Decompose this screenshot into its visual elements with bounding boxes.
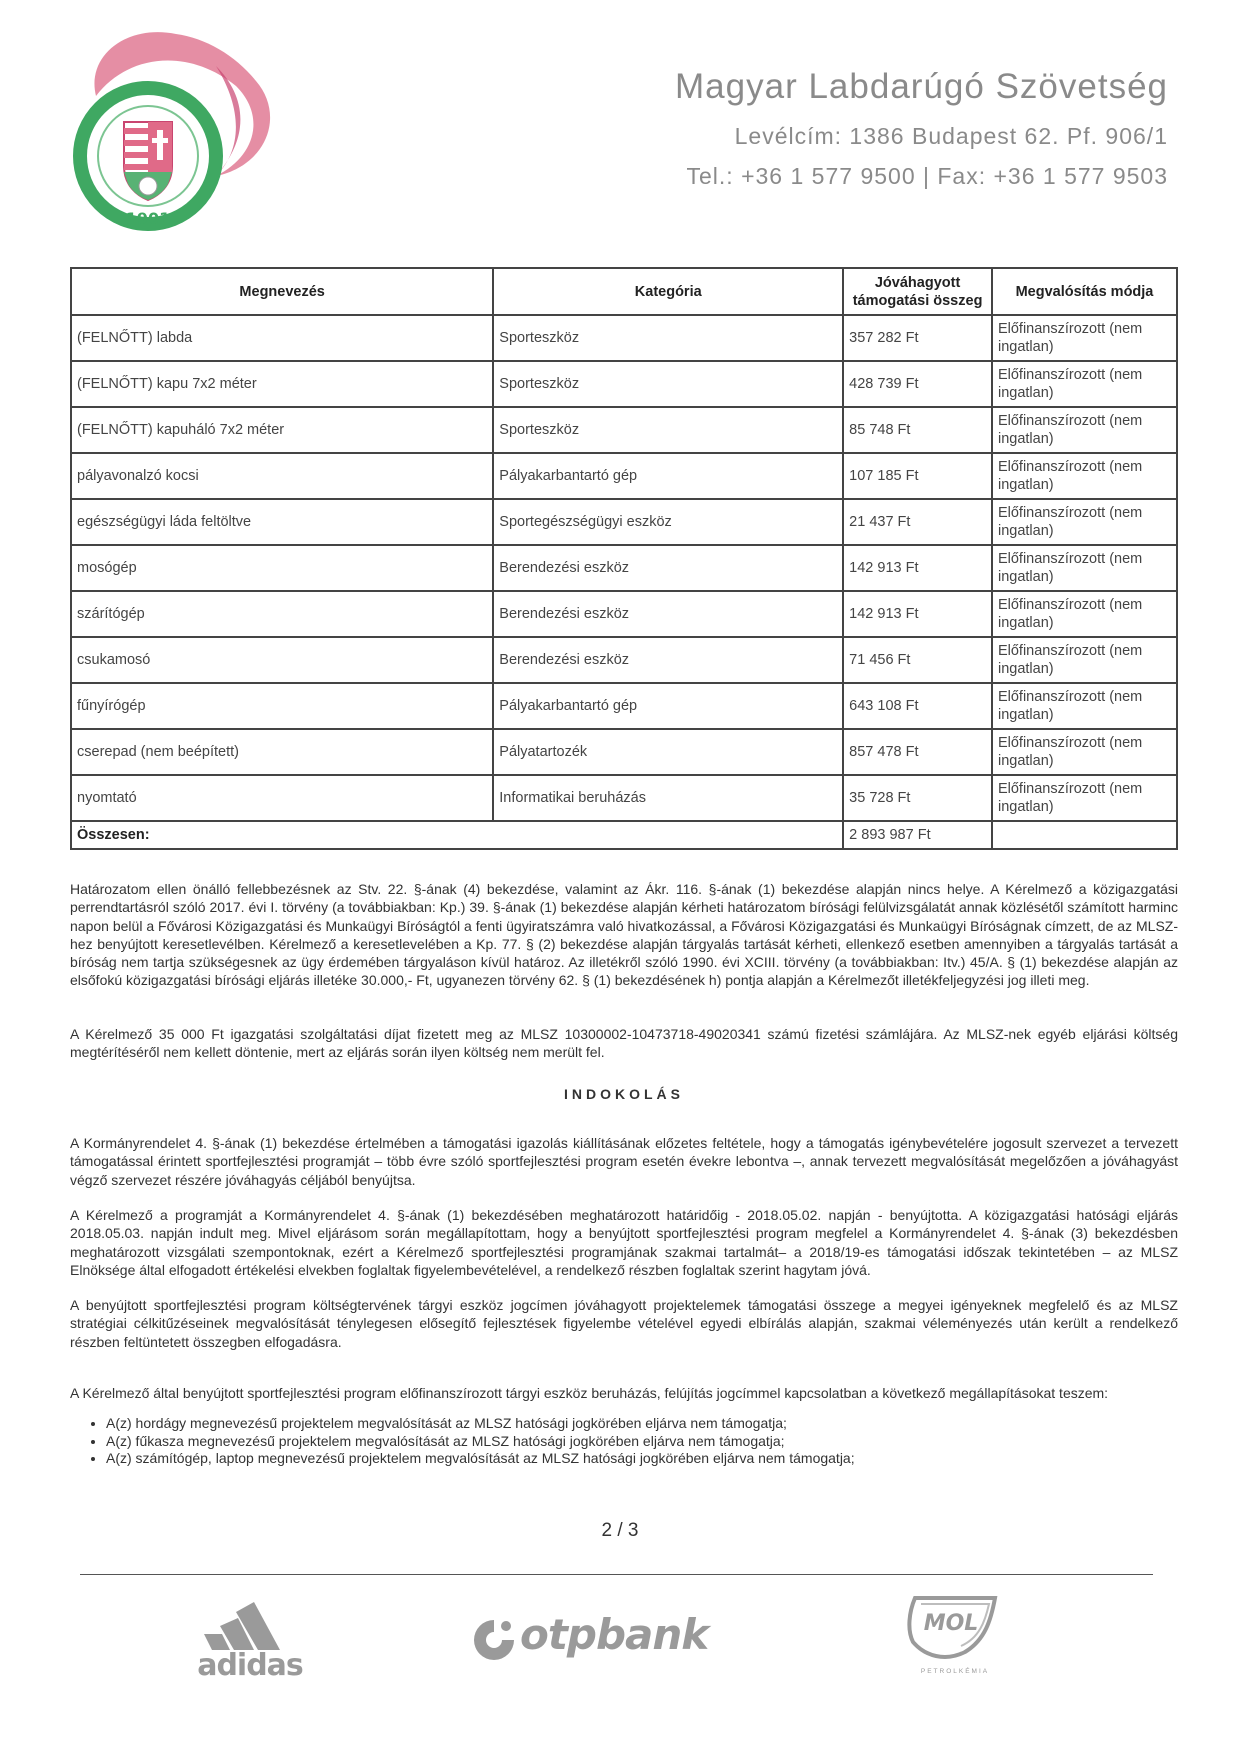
cell-category: Pályatartozék xyxy=(494,730,844,776)
cell-amount: 643 108 Ft xyxy=(844,684,993,730)
column-header-mode: Megvalósítás módja xyxy=(993,269,1176,316)
otpbank-wordmark: otpbank xyxy=(520,1610,709,1659)
cell-name: szárítógép xyxy=(72,592,494,638)
cell-category: Sportegészségügyi eszköz xyxy=(494,500,844,546)
cell-amount: 85 748 Ft xyxy=(844,408,993,454)
cell-category: Pályakarbantartó gép xyxy=(494,454,844,500)
appeal-paragraph: Határozatom ellen önálló fellebbezésnek az Stv. 22. §-ának (4) bekezdése, valamint az Ákr. 116. §-ának (1) bekezdése alapján nincs helye. A Kérelmező a közigazgatási perrendtartásról szóló 2017. évi I. törvény (a továbbiakban: Kp.) 39. §-ának (1) bekezdése alapján kérheti határozatom bírósági felülvizsgálatát annak közlésétől számított harminc napon belül a Fővárosi Közigazgatási és Munkaügyi Bíróságtól a fenti ügyiratszámra való hivatkozással, a Fővárosi Közigazgatási és Munkaügyi Bíróságnak címzett, de az MLSZ-hez benyújtott keresetlevélben. Kérelmező a keresetlevelében a Kp. 77. § (2) bekezdése alapján tárgyalás tartását kérheti, ellenkező esetben amennyiben a tárgyalás tartását a bíróság nem tartja szükségesnek az ügy érdemében tárgyaláson kívül határoz. Az illetékről szóló 1990. évi XCIII. törvény (a továbbiakban: Itv.) 45/A. § (1) bekezdése alapján az elsőfokú közigazgatási bírósági eljárás illetéke 30.000,- Ft, ugyanezen törvény 62. § (1) bekezdésének h) pontja alapján a Kérelmezőt illetékfeljegyzési jog illeti meg. xyxy=(70,881,1178,989)
adidas-logo xyxy=(190,1600,310,1683)
column-header-category: Kategória xyxy=(494,269,844,316)
table-row xyxy=(72,316,1176,362)
adidas-wordmark: adidas xyxy=(197,1648,303,1683)
table-row xyxy=(72,776,1176,822)
cell-amount: 428 739 Ft xyxy=(844,362,993,408)
findings-intro: A Kérelmező által benyújtott sportfejlesztési program előfinanszírozott tárgyi eszköz beruházás, felújítás jogcímmel kapcsolatban a következő megállapításokat teszem: xyxy=(70,1385,1109,1401)
adidas-stripes-icon xyxy=(190,1600,310,1650)
mol-emblem-icon xyxy=(895,1590,1015,1666)
findings-list xyxy=(88,1415,1186,1468)
cell-name: (FELNŐTT) kapuháló 7x2 méter xyxy=(72,408,494,454)
cell-mode: Előfinanszírozott (nem ingatlan) xyxy=(993,730,1176,776)
organization-phone-fax: Tel.: +36 1 577 9500 | Fax: +36 1 577 9503 xyxy=(686,163,1168,189)
cell-mode: Előfinanszírozott (nem ingatlan) xyxy=(993,592,1176,638)
cell-mode: Előfinanszírozott (nem ingatlan) xyxy=(993,408,1176,454)
otp-circle-icon xyxy=(470,1616,518,1664)
cell-mode: Előfinanszírozott (nem ingatlan) xyxy=(993,638,1176,684)
cell-name: mosógép xyxy=(72,546,494,592)
cell-name: csukamosó xyxy=(72,638,494,684)
cell-mode: Előfinanszírozott (nem ingatlan) xyxy=(993,362,1176,408)
table-row xyxy=(72,454,1176,500)
organization-header xyxy=(675,64,1168,196)
cell-category: Berendezési eszköz xyxy=(494,546,844,592)
table-body xyxy=(72,316,1176,822)
logo-year: 1901 xyxy=(125,209,171,228)
cell-amount: 21 437 Ft xyxy=(844,500,993,546)
fee-paragraph: A Kérelmező 35 000 Ft igazgatási szolgáltatási díjat fizetett meg az MLSZ 10300002-10473718-49020341 számú fizetési számlájára. Az MLSZ-nek egyéb eljárási költség megtérítéséről nem kellett döntenie, mert az eljárás során ilyen költség nem merült fel. xyxy=(70,1026,1178,1061)
table-row xyxy=(72,638,1176,684)
approved-items-table xyxy=(70,267,1178,850)
justification-paragraph-3: A benyújtott sportfejlesztési program költségtervének tárgyi eszköz jogcímen jóváhagyott projektelemek támogatási összege a megyei igényeknek megfelelő és az MLSZ stratégiai célkitűzéseinek megvalósítását ténylegesen elősegítő fejlesztések figyelembe vételével egyedi elbírálás alapján, szakmai véleményezés után került a rendelkező részben feltüntetett összegben elfogadásra. xyxy=(70,1297,1178,1350)
cell-mode: Előfinanszírozott (nem ingatlan) xyxy=(993,500,1176,546)
table-row xyxy=(72,408,1176,454)
table-total-row xyxy=(72,822,1176,848)
table-row xyxy=(72,592,1176,638)
organization-address: Levélcím: 1386 Budapest 62. Pf. 906/1 xyxy=(734,123,1168,149)
cell-name: (FELNŐTT) kapu 7x2 méter xyxy=(72,362,494,408)
justification-paragraph-2: A Kérelmező a programját a Kormányrendelet 4. §-ának (1) bekezdésében meghatározott határidőig - 2018.05.02. napján - benyújtotta. A közigazgatási hatósági eljárás 2018.05.03. napján indult meg. Mivel eljárásom során megállapítottam, hogy a benyújtott sportfejlesztési program megfelel a Kormányrendelet 4. §-ának (3) bekezdésben meghatározott vizsgálati szempontoknak, ezért a Kérelmező sportfejlesztési programjának szakmai tartalmát– a 2018/19-es támogatási időszak tekintetében – az MLSZ Elnöksége által elfogadott értékelési elvekben foglaltak figyelembevételével, a rendelkező részben foglaltak szerint hagytam jóvá. xyxy=(70,1207,1178,1278)
mol-subtitle: PETROLKÉMIA xyxy=(920,1668,990,1675)
table-row xyxy=(72,500,1176,546)
section-heading: INDOKOLÁS xyxy=(564,1086,684,1102)
cell-amount: 142 913 Ft xyxy=(844,592,993,638)
cell-amount: 357 282 Ft xyxy=(844,316,993,362)
cell-amount: 857 478 Ft xyxy=(844,730,993,776)
mol-wordmark: MOL xyxy=(923,1611,979,1636)
cell-name: fűnyírógép xyxy=(72,684,494,730)
cell-category: Sporteszköz xyxy=(494,362,844,408)
cell-mode: Előfinanszírozott (nem ingatlan) xyxy=(993,316,1176,362)
cell-amount: 142 913 Ft xyxy=(844,546,993,592)
footer-divider xyxy=(80,1574,1153,1575)
cell-mode: Előfinanszírozott (nem ingatlan) xyxy=(993,776,1176,822)
table-row xyxy=(72,546,1176,592)
column-header-name: Megnevezés xyxy=(72,269,494,316)
cell-name: cserepad (nem beépített) xyxy=(72,730,494,776)
cell-mode: Előfinanszírozott (nem ingatlan) xyxy=(993,684,1176,730)
cell-category: Informatikai beruházás xyxy=(494,776,844,822)
total-empty-cell xyxy=(993,822,1176,848)
list-item: • A(z) hordágy megnevezésű projektelem megvalósítását az MLSZ hatósági jogkörében eljárva nem támogatja; xyxy=(106,1415,1186,1433)
page-number: 2 / 3 xyxy=(601,1520,639,1541)
list-item: • A(z) számítógép, laptop megnevezésű projektelem megvalósítását az MLSZ hatósági jogkörében eljárva nem támogatja; xyxy=(106,1450,1186,1468)
total-label: Összesen: xyxy=(72,822,844,848)
cell-category: Sporteszköz xyxy=(494,316,844,362)
otpbank-logo xyxy=(470,1610,710,1670)
cell-name: pályavonalzó kocsi xyxy=(72,454,494,500)
table-row xyxy=(72,730,1176,776)
organization-name: Magyar Labdarúgó Szövetség xyxy=(675,67,1168,106)
cell-amount: 35 728 Ft xyxy=(844,776,993,822)
cell-category: Berendezési eszköz xyxy=(494,592,844,638)
cell-amount: 107 185 Ft xyxy=(844,454,993,500)
mol-petrolkemia-logo xyxy=(895,1590,1015,1680)
total-amount: 2 893 987 Ft xyxy=(844,822,993,848)
list-item: • A(z) fűkasza megnevezésű projektelem megvalósítását az MLSZ hatósági jogkörében eljárva nem támogatja; xyxy=(106,1433,1186,1451)
mlsz-logo xyxy=(66,26,286,232)
justification-paragraph-1: A Kormányrendelet 4. §-ának (1) bekezdése értelmében a támogatási igazolás kiállításának előzetes feltétele, hogy a támogatás igénybevételére jogosult szervezet a tervezett támogatással érintett sportfejlesztési programját – több évre szóló sportfejlesztési program esetén évekre lebontva –, annak tervezett megvalósítását megelőzően a jóváhagyást végző szervezet részére jóváhagyás céljából benyújtsa. xyxy=(70,1135,1178,1188)
table-row xyxy=(72,684,1176,730)
table-header-row xyxy=(72,269,1176,316)
table-row xyxy=(72,362,1176,408)
cell-amount: 71 456 Ft xyxy=(844,638,993,684)
cell-name: egészségügyi láda feltöltve xyxy=(72,500,494,546)
cell-category: Sporteszköz xyxy=(494,408,844,454)
cell-name: nyomtató xyxy=(72,776,494,822)
cell-category: Pályakarbantartó gép xyxy=(494,684,844,730)
column-header-amount: Jóváhagyott támogatási összeg xyxy=(844,269,993,316)
cell-name: (FELNŐTT) labda xyxy=(72,316,494,362)
cell-mode: Előfinanszírozott (nem ingatlan) xyxy=(993,454,1176,500)
cell-mode: Előfinanszírozott (nem ingatlan) xyxy=(993,546,1176,592)
cell-category: Berendezési eszköz xyxy=(494,638,844,684)
